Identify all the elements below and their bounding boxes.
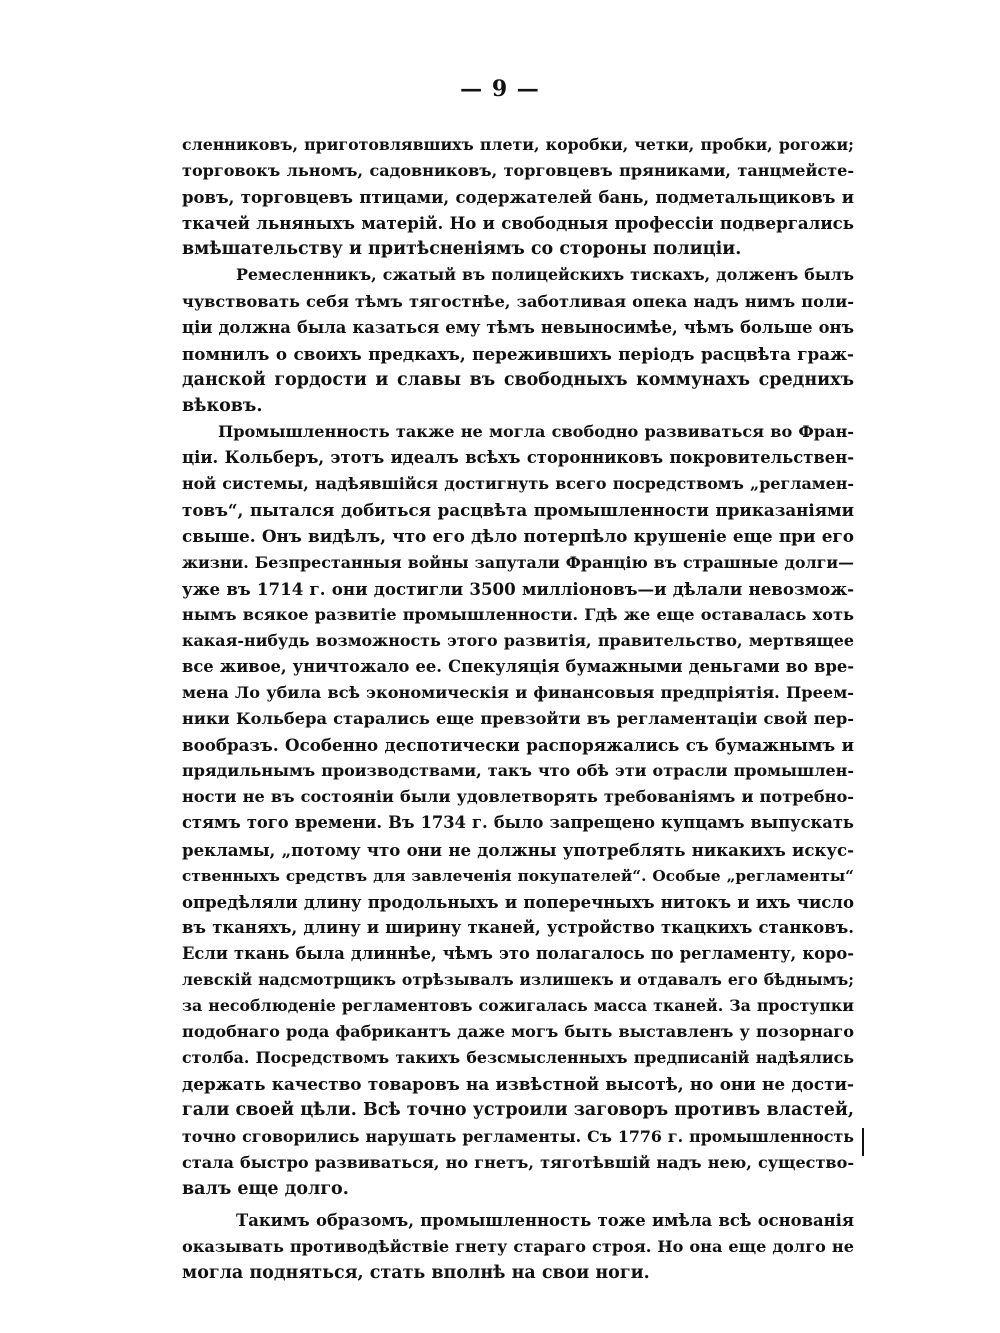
- text-line: вѣковъ.: [182, 395, 263, 416]
- text-line: торговокъ льномъ, садовниковъ, торговцевъ пряниками, танцмейсте-: [182, 161, 854, 181]
- text-line: уже въ 1714 г. они достигли 3500 милліоновъ—и дѣлали невозмож-: [182, 578, 854, 599]
- text-line: стала быстро развиваться, но гнетъ, тяготѣвшій надъ нею, существо-: [182, 1152, 854, 1172]
- paragraph-2: [182, 262, 854, 419]
- text-line: ткачей льняныхъ матерій. Но и свободныя профессіи подвергались: [182, 213, 854, 234]
- text-line: ной системы, надѣявшійся достигнуть всего посредствомъ „регламен-: [182, 474, 854, 494]
- text-line: чувствовать себя тѣмъ тягостнѣе, заботливая опека надъ нимъ поли-: [182, 291, 854, 311]
- text-line: свыше. Онъ видѣлъ, что его дѣло потерпѣло крушеніе еще при его: [182, 526, 854, 547]
- text-line: товъ“, пытался добиться расцвѣта промышленности приказаніями: [182, 500, 854, 521]
- text-line: опредѣляли длину продольныхъ и поперечныхъ нитокъ и ихъ число: [182, 891, 854, 912]
- text-line: валъ еще долго.: [182, 1178, 349, 1199]
- text-line: левскій надсмотрщикъ отрѣзывалъ излишекъ и отдавалъ его бѣднымъ;: [182, 970, 854, 989]
- text-line: Промышленность также не могла свободно развиваться во Фран-: [218, 422, 854, 442]
- text-line: Такимъ образомъ, промышленность тоже имѣла всѣ основанія: [236, 1210, 854, 1230]
- text-line: въ тканяхъ, длину и ширину тканей, устройство ткацкихъ станковъ.: [182, 917, 854, 937]
- text-line: могла подняться, стать вполнѣ на свои ноги.: [182, 1263, 650, 1284]
- text-line: ровъ, торговцевъ птицами, содержателей бань, подметальщиковъ и: [182, 187, 854, 208]
- text-line: гали своей цѣли. Всѣ точно устроили заговоръ противъ властей,: [182, 1100, 854, 1121]
- text-line: Ремесленникъ, сжатый въ полицейскихъ тискахъ, долженъ былъ: [236, 265, 854, 285]
- text-line: вообразъ. Особенно деспотически распоряжались съ бумажнымъ и: [182, 735, 854, 756]
- text-line: ственныхъ средствъ для завлеченія покупателей“. Особые „регламенты“: [182, 866, 854, 885]
- text-line: Если ткань была длиннѣе, чѣмъ это полагалось по регламенту, коро-: [182, 943, 854, 963]
- text-line: данской гордости и славы въ свободныхъ коммунахъ среднихъ: [182, 369, 854, 390]
- text-line: какая-нибудь возможность этого развитія, правительство, мертвящее: [182, 630, 854, 650]
- text-line: стямъ того времени. Въ 1734 г. было запрещено купцамъ выпускать: [182, 813, 854, 833]
- paragraph-3: [182, 419, 854, 1202]
- text-line: помнилъ о своихъ предкахъ, пережившихъ періодъ расцвѣта граж-: [182, 343, 854, 364]
- text-line: ціи должна была казаться ему тѣмъ невыносимѣе, чѣмъ больше онъ: [182, 317, 854, 337]
- text-line: подобнаго рода фабрикантъ даже могъ быть выставленъ у позорнаго: [182, 1022, 854, 1042]
- text-line: держать качество товаровъ на извѣстной высотѣ, но они не дости-: [182, 1074, 854, 1095]
- text-line: столба. Посредствомъ такихъ безсмысленныхъ предписаній надѣялись: [182, 1048, 854, 1068]
- page-number: — 9 —: [460, 76, 540, 102]
- text-line: за несоблюденіе регламентовъ сожигалась масса тканей. За проступки: [182, 996, 854, 1016]
- text-line: рекламы, „потому что они не должны употреблять никакихъ искус-: [182, 839, 854, 860]
- text-line: ники Кольбера старались еще превзойти въ регламентаціи свой пер-: [182, 709, 854, 729]
- text-line: мена Ло убила всѣ экономическія и финансовыя предпріятія. Преем-: [182, 682, 854, 702]
- paragraph-4: [182, 1208, 854, 1286]
- text-line: прядильнымъ производствами, такъ что обѣ эти отрасли промышлен-: [182, 761, 854, 781]
- text-line: ціи. Кольберъ, этотъ идеалъ всѣхъ сторонниковъ покровительствен-: [182, 448, 854, 468]
- paragraph-1: [182, 132, 854, 262]
- text-line: жизни. Безпрестанныя войны запутали Францію въ страшные долги—: [182, 552, 854, 572]
- text-line: нымъ всякое развитіе промышленности. Гдѣ же еще оставалась хоть: [182, 604, 854, 624]
- text-line: все живое, уничтожало ее. Спекуляція бумажными деньгами во вре-: [182, 656, 854, 676]
- text-line: сленниковъ, приготовлявшихъ плети, коробки, четки, пробки, рогожи;: [182, 135, 854, 154]
- text-line: ности не въ состояніи были удовлетворять требованіямъ и потребно-: [182, 787, 854, 807]
- text-line: вмѣшательству и притѣсненіямъ со стороны полиціи.: [182, 239, 742, 260]
- text-line: оказывать противодѣйствіе гнету стараго строя. Но она еще долго не: [182, 1236, 854, 1256]
- text-line: точно сговорились нарушать регламенты. Съ 1776 г. промышленность: [182, 1126, 854, 1146]
- margin-mark: [862, 1128, 864, 1156]
- body-text: [182, 132, 854, 1286]
